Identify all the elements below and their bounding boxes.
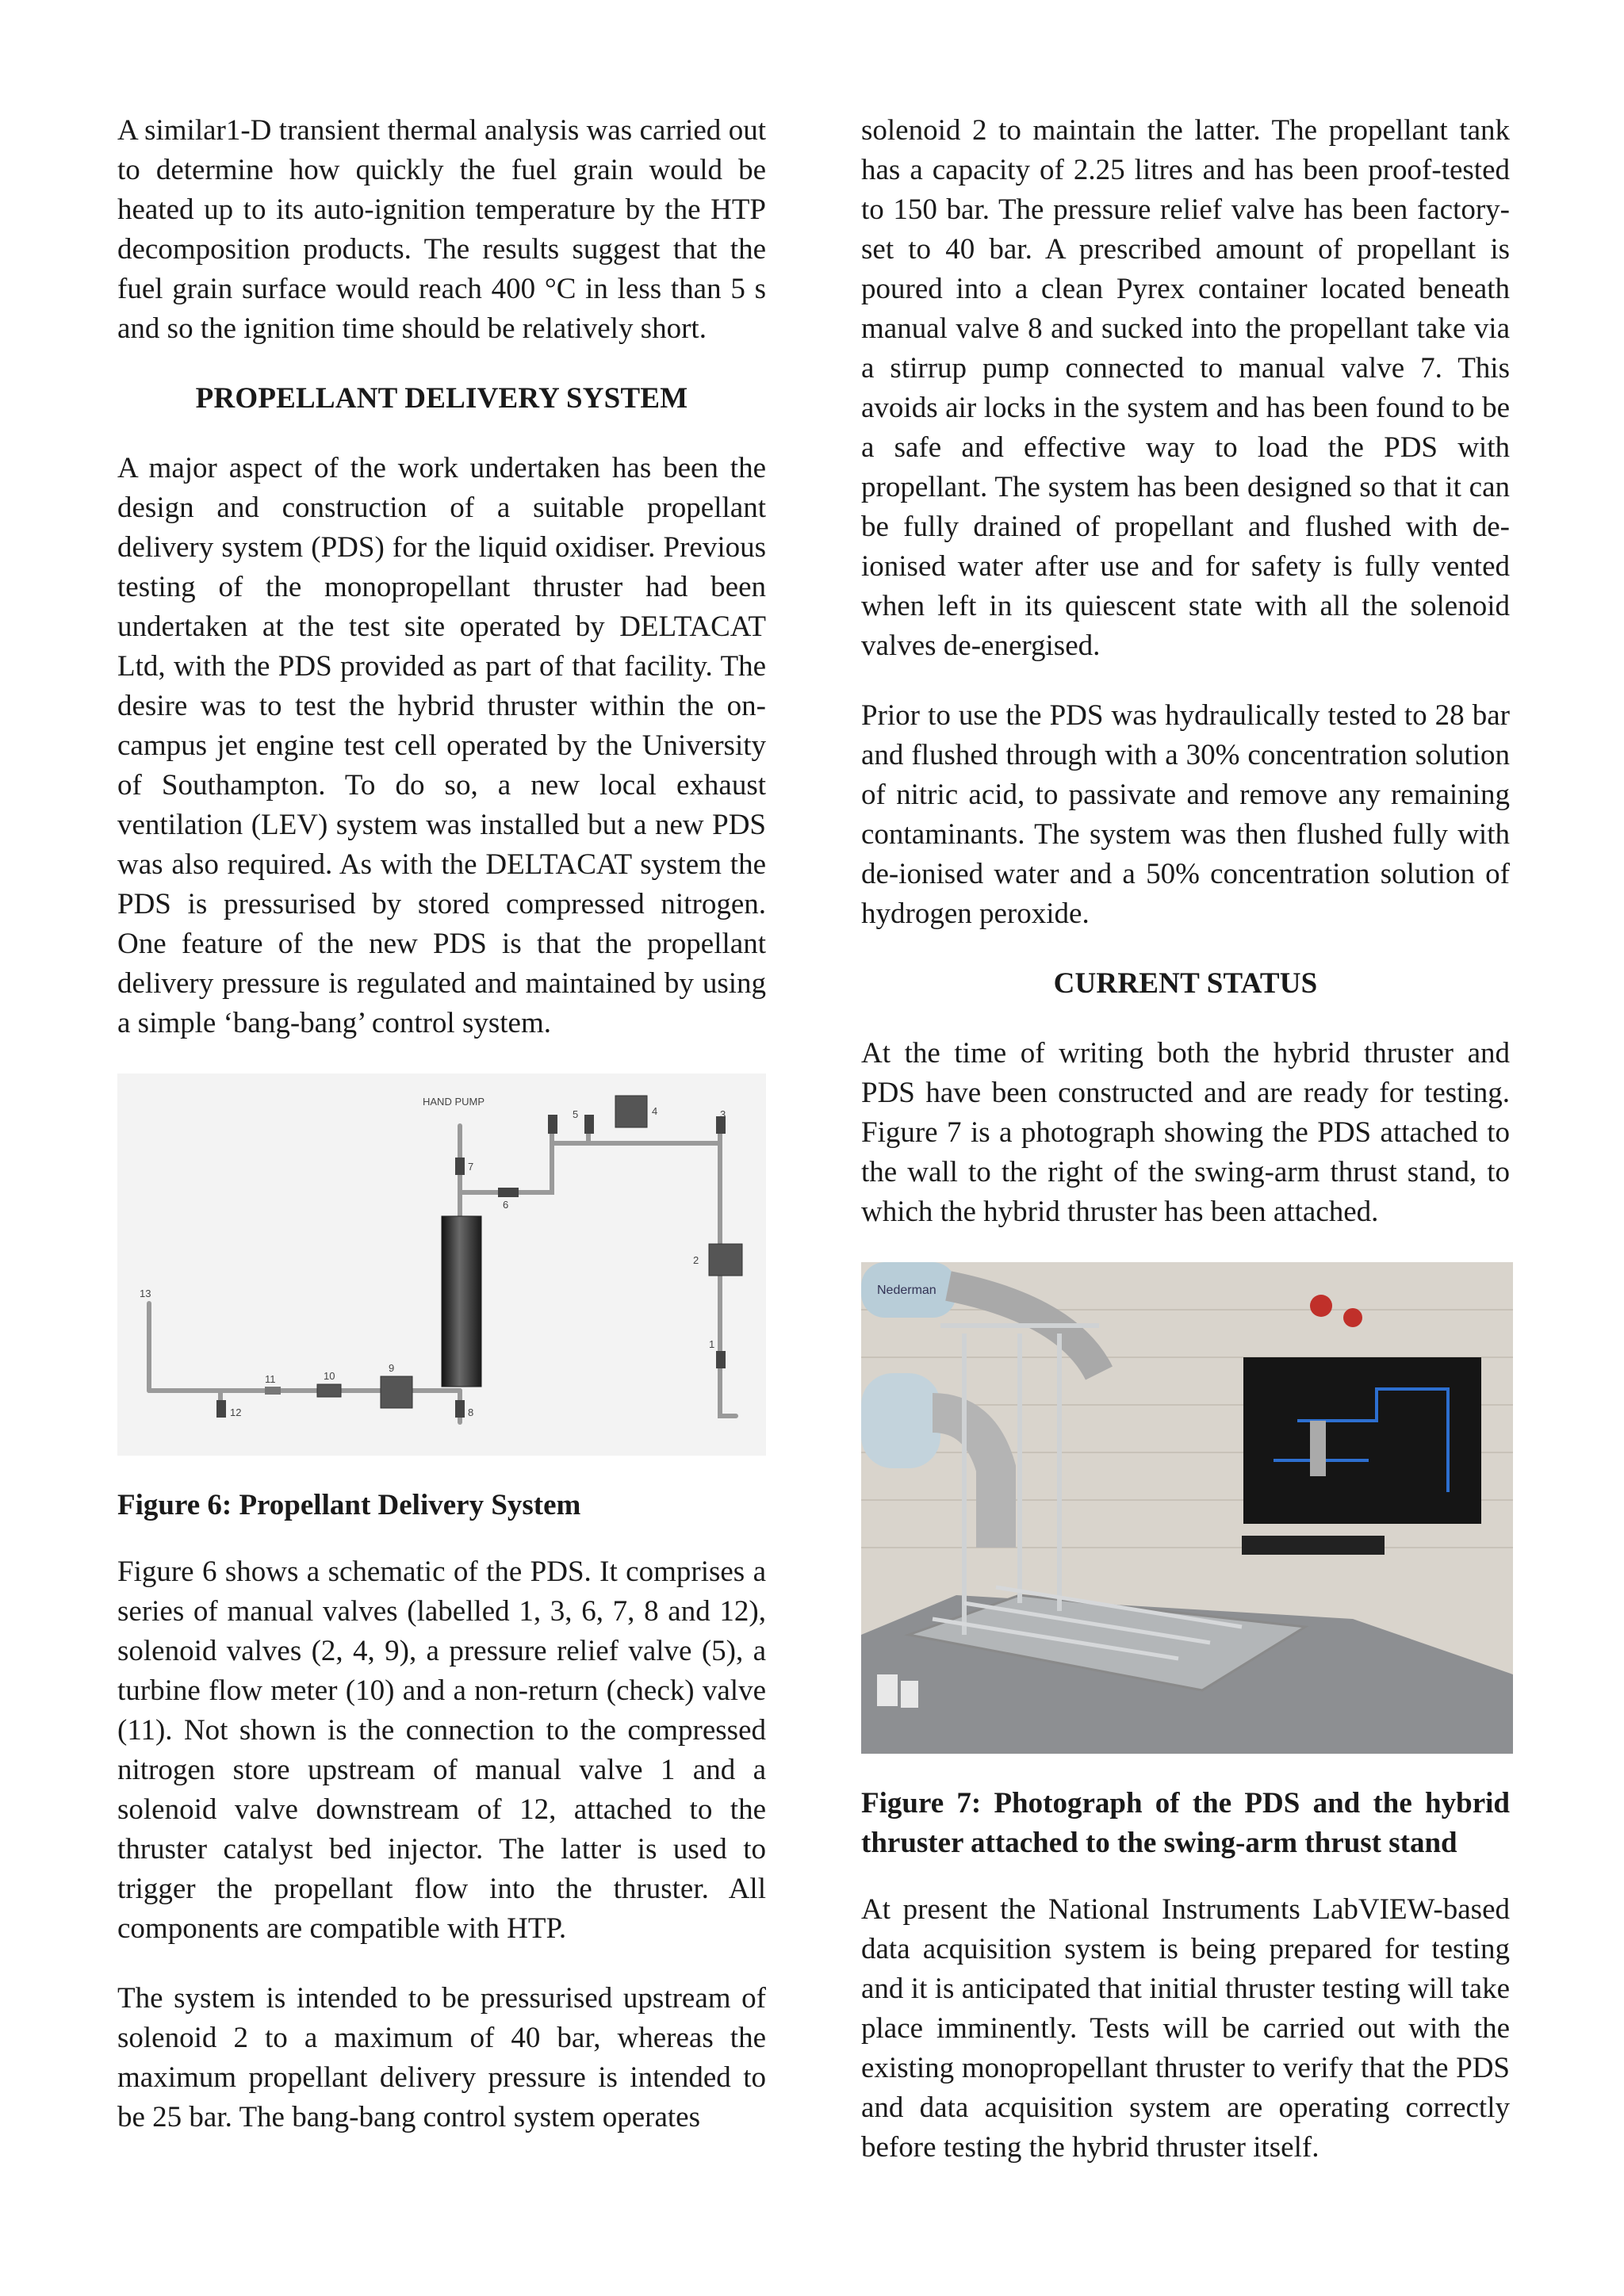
solenoid-valve-9 bbox=[381, 1376, 412, 1408]
figure-6-caption: Figure 6: Propellant Delivery System bbox=[117, 1489, 581, 1521]
propellant-tank bbox=[442, 1216, 481, 1387]
label-13: 13 bbox=[140, 1288, 151, 1299]
paragraph-pressurisation: The system is intended to be pressurised upstream of solenoid 2 to a maximum of 40 bar, whereas the maximum propellant delivery pressure is intended to be 25 bar. The bang-bang control system operates bbox=[117, 1982, 766, 2133]
paragraph-propellant-loading: solenoid 2 to maintain the latter. The propellant tank has a capacity of 2.25 litres and has been proof-tested to 150 bar. The pressure relief valve has been factory-set to 40 bar. A prescribed amount of propellant is poured into a clean Pyrex container located beneath manual valve 8 and sucked into the propellant take via a stirrup pump connected to manual valve 7. This avoids air locks in the system and has been found to be a safe and effective way to load the PDS with propellant. The system has been designed so that it can be fully drained of propellant and flushed with de-ionised water after use and for safety is fully vented when left in its quiescent state with all the solenoid valves de-energised. bbox=[861, 114, 1510, 662]
label-11: 11 bbox=[265, 1373, 276, 1385]
duct-brand-text: Nederman bbox=[877, 1284, 936, 1297]
section-heading-pds: PROPELLANT DELIVERY SYSTEM bbox=[195, 382, 688, 415]
paragraph-hydraulic-testing: Prior to use the PDS was hydraulically tested to 28 bar and flushed through with a 30% concentration solution of nitric acid, to passivate and remove any remaining contaminants. The system was then flushed fully with de-ionised water and a 50% concentration solution of hydrogen peroxide. bbox=[861, 699, 1510, 930]
figure-7-photograph bbox=[861, 1262, 1513, 1754]
label-10: 10 bbox=[324, 1370, 335, 1382]
pds-board bbox=[1243, 1357, 1481, 1524]
right-column bbox=[861, 111, 1510, 2198]
label-8: 8 bbox=[468, 1406, 474, 1418]
label-3: 3 bbox=[720, 1108, 726, 1120]
left-column bbox=[117, 111, 766, 2168]
paragraph-pds-intro: A major aspect of the work undertaken has been the design and construction of a suitable propellant delivery system (PDS) for the liquid oxidiser. Previous testing of the monopropellant thruster had been undertaken at the test site operated by DELTACAT Ltd, with the PDS provided as part of that facility. The desire was to test the hybrid thruster within the on-campus jet engine test cell operated by the University of Southampton. To do so, a new local exhaust ventilation (LEV) system was installed but a new PDS was also required. As with the DELTACAT system the PDS is pressurised by stored compressed nitrogen. One feature of the new PDS is that the propellant delivery pressure is regulated and maintained by using a simple ‘bang-bang’ control system. bbox=[117, 452, 766, 1039]
turbine-flow-meter-10 bbox=[317, 1384, 341, 1397]
label-4: 4 bbox=[652, 1105, 658, 1117]
section-heading-current-status: CURRENT STATUS bbox=[1053, 967, 1318, 1000]
label-5: 5 bbox=[573, 1108, 579, 1120]
label-1: 1 bbox=[709, 1338, 715, 1350]
paragraph-thermal-analysis: A similar1-D transient thermal analysis was carried out to determine how quickly the fuel grain would be heated up to its auto-ignition temperature by the HTP decomposition products. The results suggest that the fuel grain surface would reach 400 °C in less than 5 s and so the ignition time should be relatively short. bbox=[117, 114, 766, 345]
figure-6-schematic bbox=[117, 1073, 766, 1456]
paragraph-data-acquisition: At present the National Instruments LabVIEW-based data acquisition system is being prepared for testing and it is anticipated that initial thruster testing will take place imminently. Tests will be carried out with the existing monopropellant thruster to verify that the PDS and data acquisition system are operating correctly before testing the hybrid thruster itself. bbox=[861, 1893, 1510, 2164]
paragraph-current-status: At the time of writing both the hybrid thruster and PDS have been constructed and are ready for testing. Figure 7 is a photograph showing the PDS attached to the wall to the right of the swing-arm thrust stand, to which the hybrid thruster has been attached. bbox=[861, 1037, 1510, 1228]
solenoid-valve-4 bbox=[615, 1096, 647, 1127]
pds-schematic-diagram bbox=[117, 1073, 766, 1456]
label-2: 2 bbox=[693, 1254, 699, 1266]
paragraph-schematic-description: Figure 6 shows a schematic of the PDS. It comprises a series of manual valves (labelled 1, 3, 6, 7, 8 and 12), solenoid valves (2, 4, 9), a pressure relief valve (5), a turbine flow meter (10) and a non-return (check) valve (11). Not shown is the connection to the compressed nitrogen store upstream of manual valve 1 and a solenoid valve downstream of 12, attached to the thruster catalyst bed injector. The latter is used to trigger the propellant flow into the thruster. All components are compatible with HTP. bbox=[117, 1556, 766, 1945]
solenoid-valve-2 bbox=[709, 1244, 742, 1276]
label-6: 6 bbox=[503, 1199, 509, 1211]
label-9: 9 bbox=[389, 1362, 395, 1374]
hand-pump-label: HAND PUMP bbox=[423, 1096, 485, 1108]
test-cell-photo bbox=[861, 1262, 1513, 1754]
label-12: 12 bbox=[230, 1406, 242, 1418]
figure-7-caption: Figure 7: Photograph of the PDS and the hybrid thruster attached to the swing-arm thrust stand bbox=[861, 1787, 1510, 1859]
label-7: 7 bbox=[468, 1161, 474, 1173]
